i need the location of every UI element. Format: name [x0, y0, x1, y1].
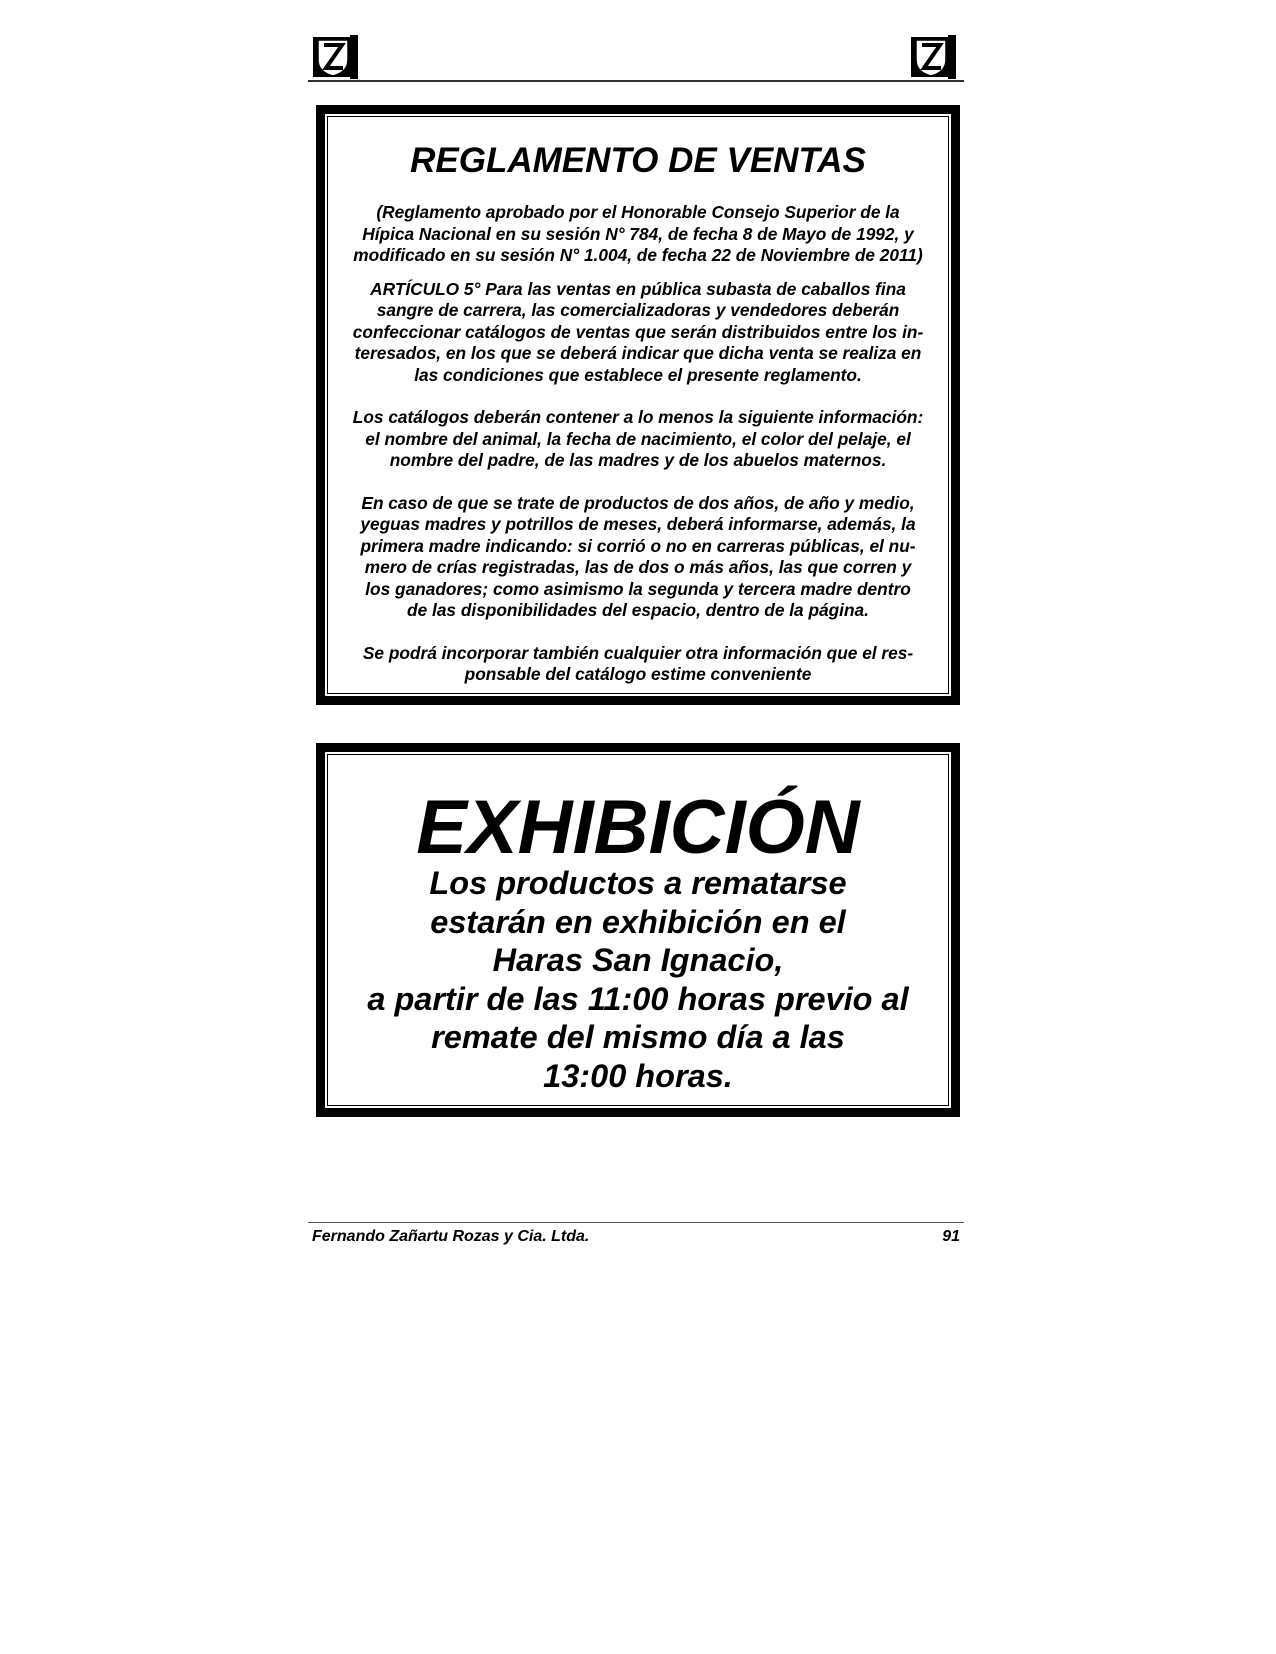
reglamento-box — [316, 105, 960, 705]
exhibicion-body — [325, 864, 951, 1095]
z-shield-logo-icon — [910, 34, 958, 80]
exhibicion-line: Haras San Ignacio, — [492, 942, 784, 978]
exhibicion-line: Los productos a rematarse — [429, 865, 847, 901]
catalog-info-paragraph — [325, 407, 951, 472]
paragraph-line: Se podrá incorporar también cualquier otra información que el res- — [362, 642, 914, 663]
paragraph-line: nombre del padre, de las madres y de los abuelos maternos. — [389, 450, 887, 470]
company-logo-left — [312, 34, 360, 80]
exhibicion-line: a partir de las 11:00 horas previo al — [367, 980, 909, 1017]
paragraph-line: el nombre del animal, la fecha de nacimiento, el color del pelaje, el — [365, 428, 911, 449]
paragraph-line: los ganadores; como asimismo la segunda y tercera madre dentro — [365, 578, 911, 599]
company-logo-right — [910, 34, 958, 80]
articulo-paragraph — [325, 279, 951, 387]
paragraph-line: confeccionar catálogos de ventas que serán distribuidos entre los in- — [352, 321, 924, 342]
additional-info-paragraph — [325, 643, 951, 686]
paragraph-line: Los catálogos deberán contener a lo menos la siguiente información: — [352, 407, 924, 427]
exhibicion-line: estarán en exhibición en el — [430, 903, 846, 940]
paragraph-line: las condiciones que establece el presente reglamento. — [414, 364, 862, 385]
subtitle-line: Hípica Nacional en su sesión N° 784, de fecha 8 de Mayo de 1992, y — [362, 223, 914, 244]
paragraph-line: En caso de que se trate de productos de dos años, de año y medio, — [361, 492, 915, 513]
paragraph-line: primera madre indicando: si corrió o no en carreras públicas, el nu- — [360, 535, 916, 556]
subtitle-line: modificado en su sesión N° 1.004, de fecha 22 de Noviembre de 2011) — [353, 245, 923, 265]
header-divider — [308, 80, 964, 82]
paragraph-line: ponsable del catálogo estime conveniente — [464, 664, 812, 684]
paragraph-line: sangre de carrera, las comercializadoras y vendedores deberán — [376, 300, 900, 320]
exhibicion-title: EXHIBICIÓN — [416, 785, 860, 870]
paragraph-line: ARTÍCULO 5° Para las ventas en pública subasta de caballos fina — [370, 278, 906, 299]
subtitle-line: (Reglamento aprobado por el Honorable Consejo Superior de la — [376, 202, 900, 222]
footer-company: Fernando Zañartu Rozas y Cia. Ltda. — [312, 1228, 590, 1245]
exhibicion-line: 13:00 horas. — [543, 1057, 733, 1094]
products-paragraph — [325, 493, 951, 622]
exhibicion-box — [316, 743, 960, 1117]
z-shield-logo-icon — [312, 34, 360, 80]
exhibicion-line: remate del mismo día a las — [431, 1019, 845, 1055]
paragraph-line: mero de crías registradas, las de dos o más años, las que corren y — [364, 557, 912, 577]
paragraph-line: teresados, en los que se deberá indicar que dicha venta se realiza en — [354, 343, 922, 363]
page-number: 91 — [942, 1228, 960, 1245]
paragraph-line: de las disponibilidades del espacio, dentro de la página. — [407, 600, 869, 620]
footer-divider — [308, 1222, 964, 1223]
reglamento-body — [325, 202, 951, 686]
paragraph-line: yeguas madres y potrillos de meses, deberá informarse, además, la — [360, 514, 916, 534]
reglamento-title: REGLAMENTO DE VENTAS — [410, 141, 866, 180]
reglamento-subtitle — [325, 202, 951, 267]
